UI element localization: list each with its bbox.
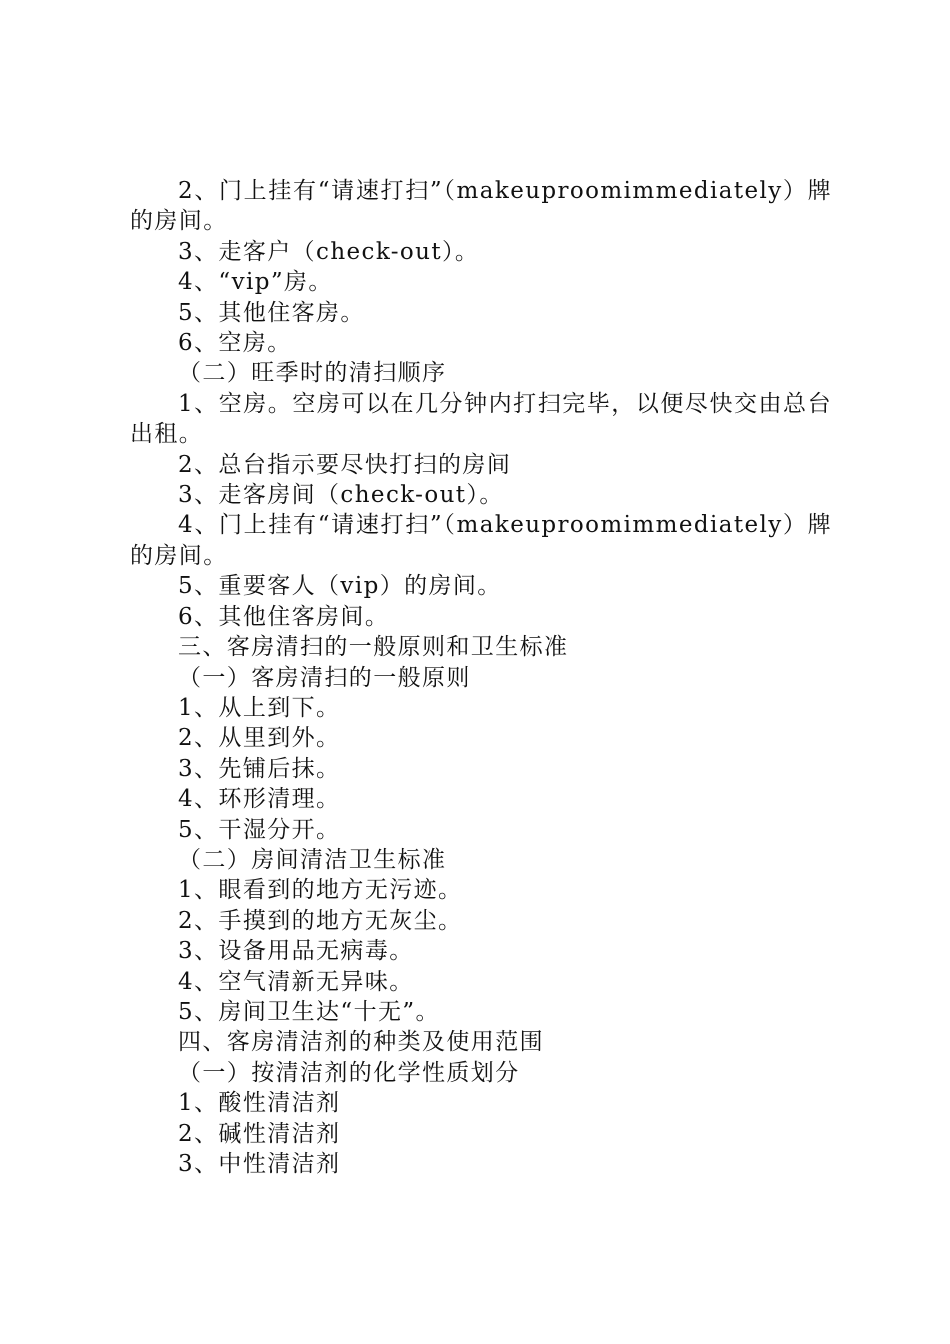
paragraph-line: 3、先铺后抹。: [178, 755, 341, 782]
paragraph-line: 4、环形清理。: [178, 786, 341, 813]
paragraph-line: 2、碱性清洁剂: [178, 1120, 341, 1147]
section-heading: （二）旺季时的清扫顺序: [178, 360, 447, 387]
section-heading: （一）客房清扫的一般原则: [178, 664, 471, 691]
paragraph-line: 2、总台指示要尽快打扫的房间: [178, 451, 512, 478]
paragraph-line: 6、空房。: [178, 330, 292, 357]
document-body: [130, 176, 832, 1179]
chapter-heading: 三、客房清扫的一般原则和卫生标准: [178, 634, 569, 661]
paragraph-line: 5、房间卫生达“十无”。: [178, 998, 440, 1025]
chapter-heading: 四、客房清洁剂的种类及使用范围: [178, 1029, 544, 1056]
paragraph-line: 2、门上挂有“请速打扫”（makeuproomimmediately）牌的房间。: [130, 178, 832, 235]
paragraph-line: 5、其他住客房。: [178, 299, 365, 326]
paragraph-line: 6、其他住客房间。: [178, 603, 390, 630]
paragraph-line: 3、走客房间（check-out）。: [178, 482, 504, 509]
paragraph-line: 2、手摸到的地方无灰尘。: [178, 907, 463, 934]
paragraph-line: 1、酸性清洁剂: [178, 1090, 341, 1117]
section-heading: （一）按清洁剂的化学性质划分: [178, 1059, 520, 1086]
paragraph-line: 5、干湿分开。: [178, 816, 341, 843]
paragraph-line: 4、空气清新无异味。: [178, 968, 414, 995]
paragraph-line: 1、空房。空房可以在几分钟内打扫完毕，以便尽快交由总台出租。: [130, 390, 832, 448]
paragraph-line: 3、走客户（check-out）。: [178, 238, 480, 265]
paragraph-line: 5、重要客人（vip）的房间。: [178, 573, 502, 600]
paragraph-line: 4、门上挂有“请速打扫”（makeuproomimmediately）牌的房间。: [130, 512, 832, 569]
paragraph-line: 2、从里到外。: [178, 725, 341, 752]
paragraph-line: 3、设备用品无病毒。: [178, 938, 414, 965]
paragraph-line: 3、中性清洁剂: [178, 1151, 341, 1177]
paragraph-line: 1、从上到下。: [178, 694, 341, 721]
paragraph-line: 4、“vip”房。: [178, 269, 333, 296]
paragraph-line: 1、眼看到的地方无污迹。: [178, 877, 463, 904]
section-heading: （二）房间清洁卫生标准: [178, 846, 447, 873]
